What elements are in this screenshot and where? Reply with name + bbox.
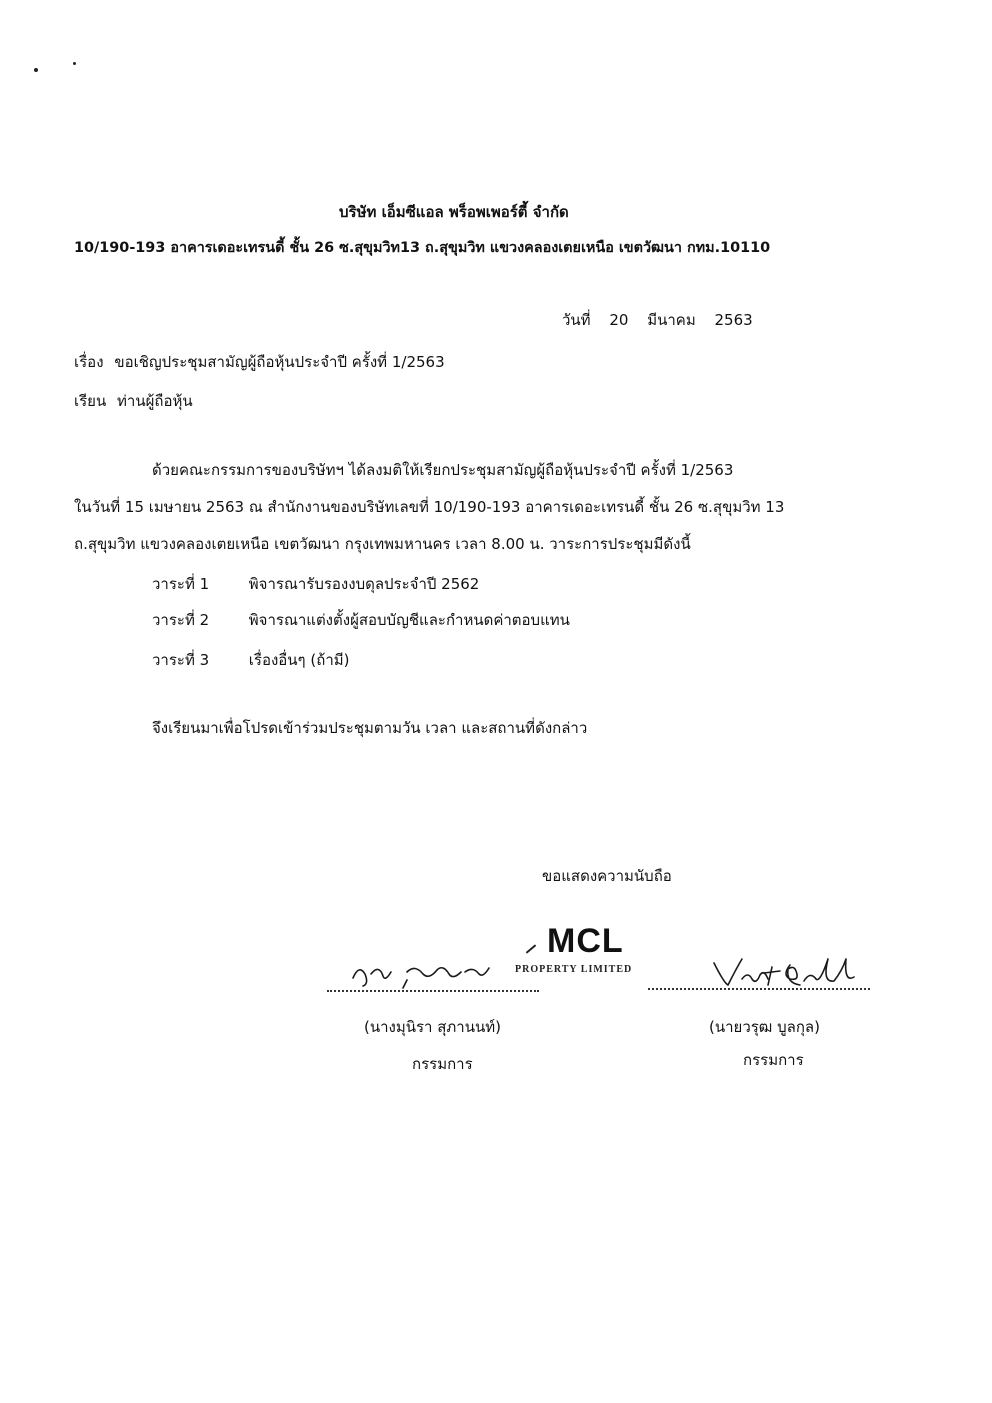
signatory-title-right: กรรมการ xyxy=(743,1051,804,1069)
recipient-text: ท่านผู้ถือหุ้น xyxy=(117,392,193,410)
agenda-item xyxy=(152,648,349,672)
agenda-label: วาระที่ 1 xyxy=(152,575,210,593)
company-name: บริษัท เอ็มซีแอล พร็อพเพอร์ตี้ จำกัด xyxy=(339,203,569,221)
agenda-text: พิจารณารับรองงบดุลประจำปี 2562 xyxy=(248,575,480,593)
date-label: วันที่ xyxy=(562,311,591,329)
recipient-line xyxy=(74,389,193,413)
letter-date xyxy=(562,308,753,332)
agenda-label: วาระที่ 3 xyxy=(152,651,210,669)
subject-text: ขอเชิญประชุมสามัญผู้ถือหุ้นประจำปี ครั้งที่ 1/2563 xyxy=(114,353,445,371)
closing-line: จึงเรียนมาเพื่อโปรดเข้าร่วมประชุมตามวัน เวลา และสถานที่ดังกล่าว xyxy=(152,719,588,737)
signatory-title-left: กรรมการ xyxy=(412,1055,473,1073)
agenda-item xyxy=(152,572,479,596)
agenda-label: วาระที่ 2 xyxy=(152,611,210,629)
stamp-logo: MCL xyxy=(547,922,624,960)
scan-speck xyxy=(34,68,38,72)
agenda-text: พิจารณาแต่งตั้งผู้สอบบัญชีและกำหนดค่าตอบแทน xyxy=(248,611,570,629)
date-month: มีนาคม xyxy=(647,311,696,329)
body-line-2: ในวันที่ 15 เมษายน 2563 ณ สำนักงานของบริษัทเลขที่ 10/190-193 อาคารเดอะเทรนดี้ ชั้น 26 ซ.สุขุมวิท 13 xyxy=(74,498,785,516)
subject-line xyxy=(74,350,445,374)
body-line-3: ถ.สุขุมวิท แขวงคลองเตยเหนือ เขตวัฒนา กรุงเทพมหานคร เวลา 8.00 น. วาระการประชุมมีดังนี้ xyxy=(74,535,691,553)
company-address: 10/190-193 อาคารเดอะเทรนดี้ ชั้น 26 ซ.สุขุมวิท13 ถ.สุขุมวิท แขวงคลองเตยเหนือ เขตวัฒนา กทม.10110 xyxy=(74,240,771,256)
scan-speck xyxy=(73,62,76,65)
signatory-name-right: (นายวรุฒ บูลกุล) xyxy=(709,1018,820,1036)
date-year: 2563 xyxy=(714,311,753,329)
signatory-name-left: (นางมุนิรา สุภานนท์) xyxy=(364,1018,501,1036)
agenda-text: เรื่องอื่นๆ (ถ้ามี) xyxy=(248,651,350,669)
stamp-subtitle: PROPERTY LIMITED xyxy=(515,964,633,975)
agenda-item xyxy=(152,608,570,632)
subject-label: เรื่อง xyxy=(74,353,104,371)
signature-line-left xyxy=(327,990,539,992)
body-line-1: ด้วยคณะกรรมการของบริษัทฯ ได้ลงมติให้เรียกประชุมสามัญผู้ถือหุ้นประจำปี ครั้งที่ 1/2563 xyxy=(152,461,734,479)
recipient-label: เรียน xyxy=(74,392,107,410)
regards-line: ขอแสดงความนับถือ xyxy=(542,867,672,885)
signature-line-right xyxy=(648,988,870,990)
signature-left xyxy=(345,950,515,990)
stamp-tick-mark xyxy=(526,944,536,953)
date-day: 20 xyxy=(609,311,629,329)
